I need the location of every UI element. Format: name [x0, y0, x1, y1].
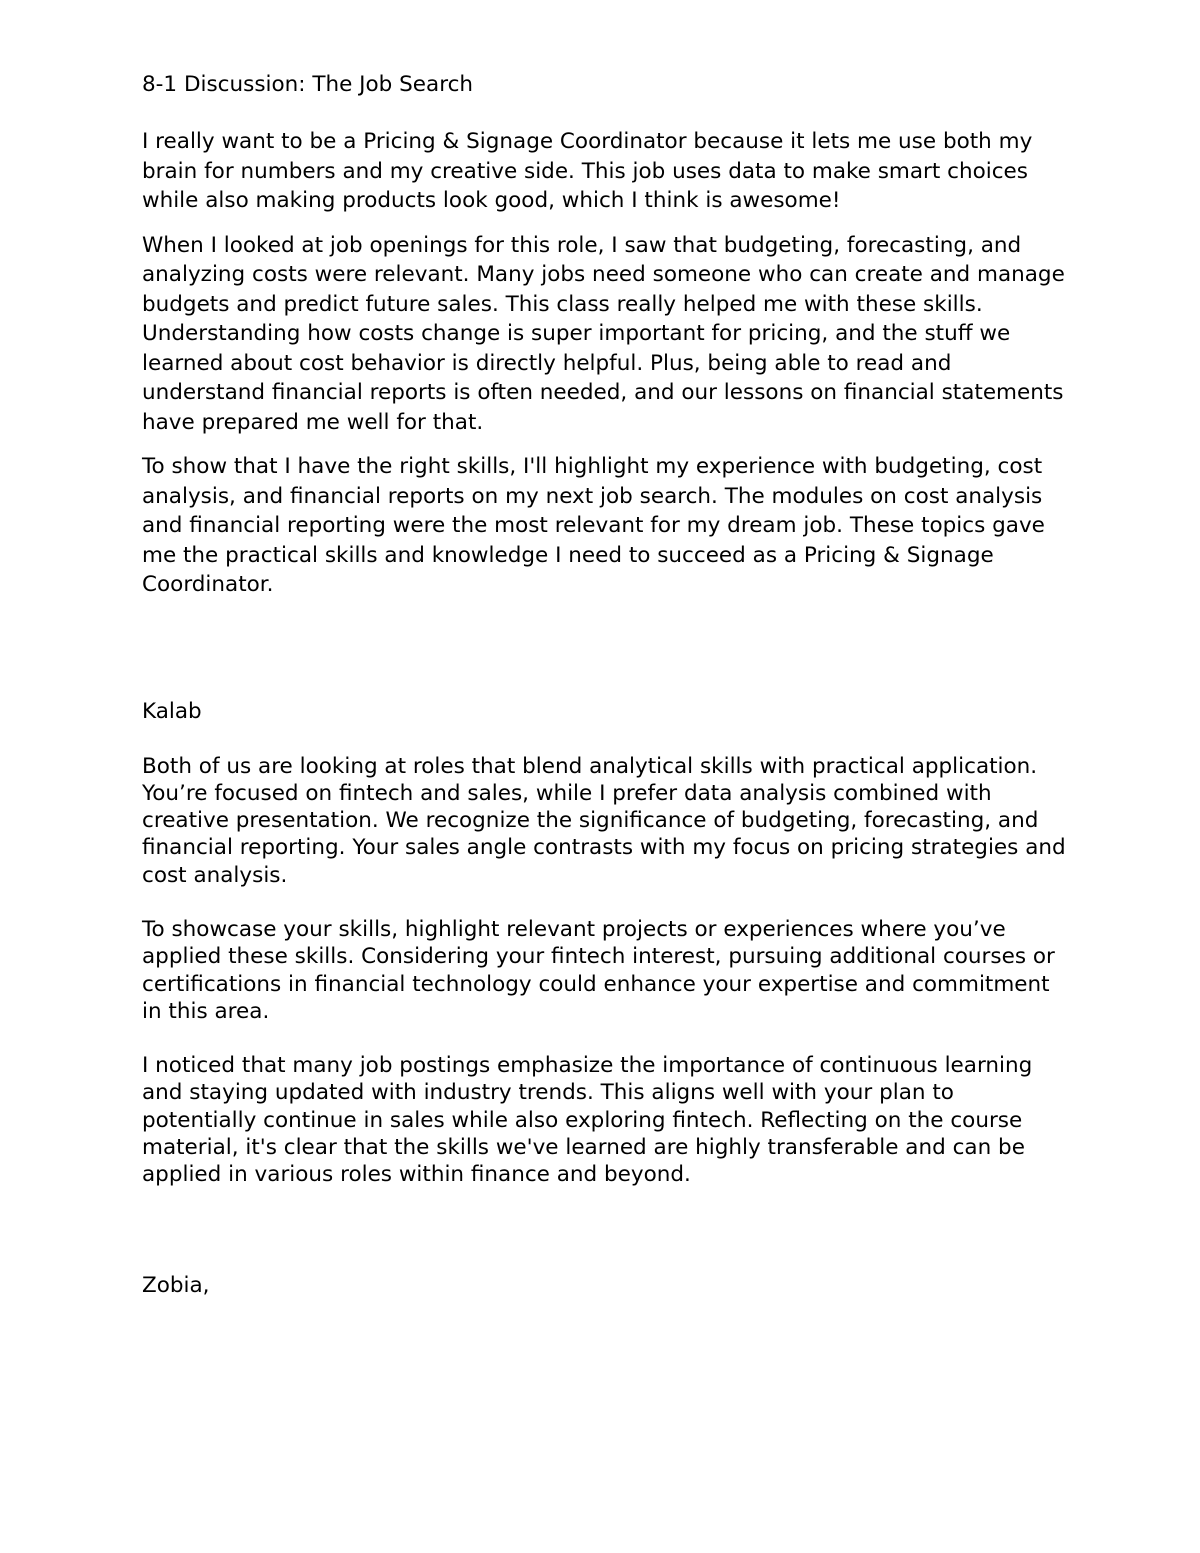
document-title: 8-1 Discussion: The Job Search [142, 72, 474, 97]
document-page [142, 70, 1072, 1301]
reply-recipient: Kalab [142, 698, 202, 724]
signature-spacer [142, 1216, 1072, 1271]
reply-paragraph-1: Both of us are looking at roles that blend analytical skills with practical application. You’re focused on fintech and sales, while I prefer data analysis combined with creative presentation. We recognize the significance of budgeting, forecasting, and financial reporting. Your sales angle contrasts with my focus on pricing strategies and cost analysis. [142, 753, 1066, 888]
reply-signature: Zobia, [142, 1272, 210, 1298]
reply-paragraph-2: To showcase your skills, highlight relevant projects or experiences where you’ve applied these skills. Considering your fintech interest, pursuing additional courses or certifications in financial technology could enhance your expertise and commitment in this area. [142, 916, 1055, 1024]
post-paragraph-1: I really want to be a Pricing & Signage Coordinator because it lets me use both my brain for numbers and my creative side. This job uses data to make smart choices while also making products look good, which I think is awesome! [142, 129, 1033, 213]
reply-paragraph-3: I noticed that many job postings emphasize the importance of continuous learning and staying updated with industry trends. This aligns well with your plan to potentially continue in sales while also exploring fintech. Reflecting on the course material, it's clear that the skills we've learned are highly transferable and can be applied in various roles within finance and beyond. [142, 1053, 1033, 1188]
post-paragraph-2: When I looked at job openings for this role, I saw that budgeting, forecasting, and analyzing costs were relevant. Many jobs need someone who can create and manage budgets and predict future sales. This class really helped me with these skills. Understanding how costs change is super important for pricing, and the stuff we learned about cost behavior is directly helpful. Plus, being able to read and understand financial reports is often needed, and our lessons on financial statements have prepared me well for that. [142, 232, 1065, 435]
section-spacer [142, 615, 1072, 697]
post-paragraph-3: To show that I have the right skills, I'll highlight my experience with budgeting, cost analysis, and financial reports on my next job search. The modules on cost analysis and financial reporting were the most relevant for my dream job. These topics gave me the practical skills and knowledge I need to succeed as a Pricing & Signage Coordinator. [142, 454, 1045, 597]
